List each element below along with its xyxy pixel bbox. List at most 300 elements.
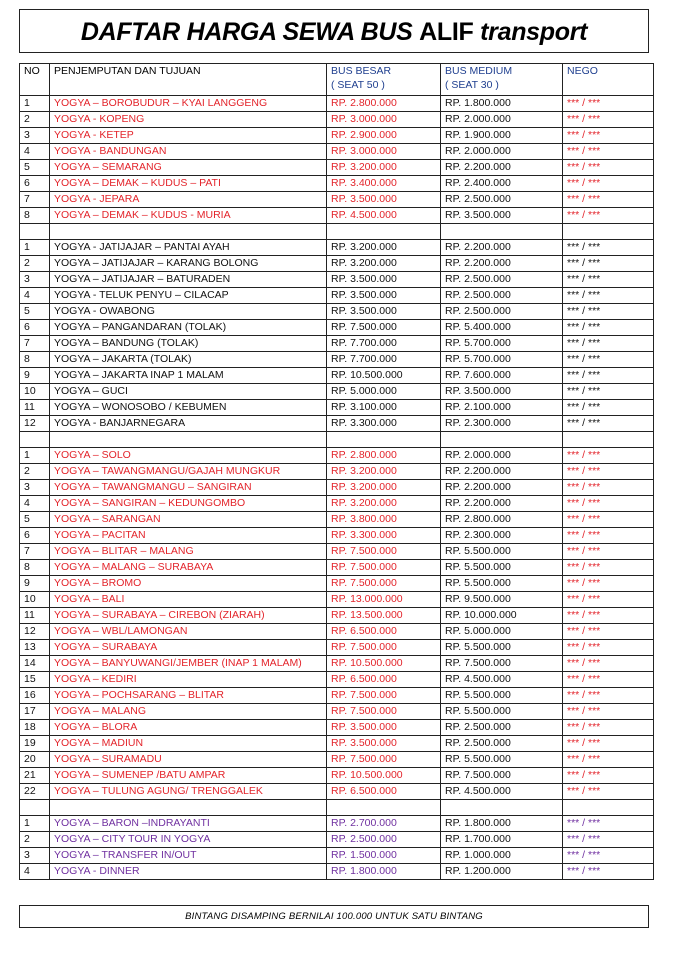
cell-bus-medium: RP. 5.500.000 [441, 704, 563, 720]
cell-nego: *** / *** [563, 464, 654, 480]
cell-route: YOGYA – SARANGAN [50, 512, 327, 528]
table-row [20, 624, 654, 640]
cell-no: 6 [20, 320, 50, 336]
cell-nego: *** / *** [563, 736, 654, 752]
cell-nego: *** / *** [563, 608, 654, 624]
cell-no: 5 [20, 512, 50, 528]
cell-no: 1 [20, 448, 50, 464]
price-table-body [20, 64, 654, 880]
cell-route: YOGYA – POCHSARANG – BLITAR [50, 688, 327, 704]
header-medium-line2: ( SEAT 30 ) [445, 78, 499, 91]
cell-no: 4 [20, 496, 50, 512]
cell-bus-medium: RP. 2.500.000 [441, 736, 563, 752]
cell-nego: *** / *** [563, 448, 654, 464]
cell-bus-medium: RP. 10.000.000 [441, 608, 563, 624]
table-row [20, 640, 654, 656]
cell-bus-besar: RP. 3.500.000 [327, 192, 441, 208]
table-row [20, 240, 654, 256]
blank-cell [327, 432, 441, 448]
cell-no: 9 [20, 368, 50, 384]
header-bus-besar [327, 64, 441, 96]
cell-no: 12 [20, 416, 50, 432]
header-medium-line1: BUS MEDIUM [445, 65, 513, 77]
cell-no: 4 [20, 288, 50, 304]
cell-no: 6 [20, 528, 50, 544]
table-row [20, 96, 654, 112]
cell-route: YOGYA – PACITAN [50, 528, 327, 544]
blank-cell [20, 224, 50, 240]
cell-route: YOGYA – JATIJAJAR – BATURADEN [50, 272, 327, 288]
cell-bus-besar: RP. 6.500.000 [327, 784, 441, 800]
header-route [50, 64, 327, 96]
table-row [20, 144, 654, 160]
cell-route: YOGYA – JAKARTA INAP 1 MALAM [50, 368, 327, 384]
cell-route: YOGYA – BLITAR – MALANG [50, 544, 327, 560]
cell-route: YOGYA - JATIJAJAR – PANTAI AYAH [50, 240, 327, 256]
table-row [20, 576, 654, 592]
table-row [20, 688, 654, 704]
cell-bus-besar: RP. 3.800.000 [327, 512, 441, 528]
cell-nego: *** / *** [563, 336, 654, 352]
cell-bus-medium: RP. 2.300.000 [441, 416, 563, 432]
blank-separator-row [20, 800, 654, 816]
cell-bus-medium: RP. 2.300.000 [441, 528, 563, 544]
cell-no: 7 [20, 336, 50, 352]
cell-bus-medium: RP. 5.500.000 [441, 544, 563, 560]
table-row [20, 320, 654, 336]
cell-bus-besar: RP. 1.800.000 [327, 864, 441, 880]
cell-bus-medium: RP. 9.500.000 [441, 592, 563, 608]
table-row [20, 208, 654, 224]
table-row [20, 352, 654, 368]
cell-no: 2 [20, 256, 50, 272]
cell-route: YOGYA – BOROBUDUR – KYAI LANGGENG [50, 96, 327, 112]
cell-no: 8 [20, 208, 50, 224]
cell-route: YOGYA – SURAMADU [50, 752, 327, 768]
table-row [20, 704, 654, 720]
blank-cell [20, 432, 50, 448]
cell-bus-besar: RP. 3.200.000 [327, 256, 441, 272]
cell-nego: *** / *** [563, 816, 654, 832]
cell-nego: *** / *** [563, 496, 654, 512]
cell-nego: *** / *** [563, 384, 654, 400]
table-row [20, 752, 654, 768]
cell-nego: *** / *** [563, 240, 654, 256]
title-box [19, 9, 649, 53]
blank-separator-row [20, 224, 654, 240]
cell-bus-medium: RP. 5.700.000 [441, 352, 563, 368]
cell-bus-medium: RP. 5.500.000 [441, 560, 563, 576]
cell-route: YOGYA - BANJARNEGARA [50, 416, 327, 432]
cell-bus-medium: RP. 5.000.000 [441, 624, 563, 640]
header-no-label: NO [24, 65, 40, 77]
cell-route: YOGYA – TAWANGMANGU – SANGIRAN [50, 480, 327, 496]
cell-route: YOGYA - OWABONG [50, 304, 327, 320]
cell-no: 21 [20, 768, 50, 784]
cell-no: 18 [20, 720, 50, 736]
cell-bus-medium: RP. 2.500.000 [441, 192, 563, 208]
cell-nego: *** / *** [563, 848, 654, 864]
cell-nego: *** / *** [563, 128, 654, 144]
cell-route: YOGYA – MALANG [50, 704, 327, 720]
cell-no: 3 [20, 128, 50, 144]
cell-nego: *** / *** [563, 752, 654, 768]
cell-no: 19 [20, 736, 50, 752]
cell-bus-medium: RP. 2.200.000 [441, 160, 563, 176]
cell-route: YOGYA – WONOSOBO / KEBUMEN [50, 400, 327, 416]
cell-no: 4 [20, 144, 50, 160]
cell-route: YOGYA – JATIJAJAR – KARANG BOLONG [50, 256, 327, 272]
cell-route: YOGYA – BLORA [50, 720, 327, 736]
cell-bus-besar: RP. 3.500.000 [327, 720, 441, 736]
cell-bus-medium: RP. 5.500.000 [441, 688, 563, 704]
cell-bus-besar: RP. 3.200.000 [327, 240, 441, 256]
cell-no: 8 [20, 560, 50, 576]
cell-route: YOGYA – BANYUWANGI/JEMBER (INAP 1 MALAM) [50, 656, 327, 672]
blank-cell [327, 224, 441, 240]
table-row [20, 192, 654, 208]
cell-bus-medium: RP. 5.400.000 [441, 320, 563, 336]
cell-bus-besar: RP. 2.700.000 [327, 816, 441, 832]
cell-nego: *** / *** [563, 160, 654, 176]
cell-no: 17 [20, 704, 50, 720]
table-row [20, 656, 654, 672]
header-no [20, 64, 50, 96]
cell-bus-medium: RP. 5.500.000 [441, 752, 563, 768]
cell-bus-medium: RP. 2.000.000 [441, 144, 563, 160]
cell-bus-besar: RP. 13.500.000 [327, 608, 441, 624]
cell-nego: *** / *** [563, 208, 654, 224]
table-row [20, 336, 654, 352]
cell-route: YOGYA – JAKARTA (TOLAK) [50, 352, 327, 368]
cell-bus-medium: RP. 5.500.000 [441, 576, 563, 592]
cell-nego: *** / *** [563, 176, 654, 192]
header-bus-medium [441, 64, 563, 96]
cell-no: 2 [20, 832, 50, 848]
cell-nego: *** / *** [563, 320, 654, 336]
cell-route: YOGYA - KETEP [50, 128, 327, 144]
cell-bus-besar: RP. 5.000.000 [327, 384, 441, 400]
cell-route: YOGYA – PANGANDARAN (TOLAK) [50, 320, 327, 336]
title-brand: ALIF [419, 18, 474, 46]
header-big-line1: BUS BESAR [331, 65, 392, 77]
cell-route: YOGYA – KEDIRI [50, 672, 327, 688]
cell-bus-besar: RP. 6.500.000 [327, 624, 441, 640]
cell-nego: *** / *** [563, 832, 654, 848]
header-big-line2: ( SEAT 50 ) [331, 78, 385, 91]
cell-no: 16 [20, 688, 50, 704]
cell-bus-besar: RP. 4.500.000 [327, 208, 441, 224]
table-row [20, 768, 654, 784]
blank-cell [50, 224, 327, 240]
cell-no: 11 [20, 400, 50, 416]
cell-route: YOGYA – SANGIRAN – KEDUNGOMBO [50, 496, 327, 512]
cell-no: 7 [20, 544, 50, 560]
table-row [20, 416, 654, 432]
cell-no: 3 [20, 480, 50, 496]
table-row [20, 288, 654, 304]
cell-nego: *** / *** [563, 272, 654, 288]
cell-route: YOGYA – SOLO [50, 448, 327, 464]
cell-nego: *** / *** [563, 144, 654, 160]
cell-no: 10 [20, 384, 50, 400]
cell-bus-medium: RP. 7.500.000 [441, 656, 563, 672]
blank-cell [327, 800, 441, 816]
cell-bus-medium: RP. 4.500.000 [441, 672, 563, 688]
cell-bus-medium: RP. 2.000.000 [441, 112, 563, 128]
cell-bus-besar: RP. 3.200.000 [327, 480, 441, 496]
cell-no: 14 [20, 656, 50, 672]
table-row [20, 272, 654, 288]
table-row [20, 464, 654, 480]
table-row [20, 672, 654, 688]
table-row [20, 256, 654, 272]
cell-bus-besar: RP. 3.300.000 [327, 416, 441, 432]
cell-nego: *** / *** [563, 672, 654, 688]
cell-nego: *** / *** [563, 560, 654, 576]
cell-route: YOGYA - DINNER [50, 864, 327, 880]
cell-bus-besar: RP. 13.000.000 [327, 592, 441, 608]
table-row [20, 400, 654, 416]
cell-bus-besar: RP. 3.200.000 [327, 160, 441, 176]
blank-separator-row [20, 432, 654, 448]
cell-no: 6 [20, 176, 50, 192]
header-nego [563, 64, 654, 96]
cell-no: 22 [20, 784, 50, 800]
cell-route: YOGYA – MADIUN [50, 736, 327, 752]
cell-no: 5 [20, 160, 50, 176]
price-table [19, 63, 654, 880]
cell-no: 8 [20, 352, 50, 368]
cell-bus-medium: RP. 2.100.000 [441, 400, 563, 416]
cell-bus-medium: RP. 1.700.000 [441, 832, 563, 848]
cell-no: 2 [20, 464, 50, 480]
cell-nego: *** / *** [563, 544, 654, 560]
cell-bus-medium: RP. 1.800.000 [441, 96, 563, 112]
table-row [20, 816, 654, 832]
cell-bus-medium: RP. 2.200.000 [441, 464, 563, 480]
cell-route: YOGYA – SEMARANG [50, 160, 327, 176]
table-row [20, 384, 654, 400]
cell-bus-besar: RP. 10.500.000 [327, 368, 441, 384]
table-row [20, 528, 654, 544]
cell-bus-besar: RP. 7.500.000 [327, 320, 441, 336]
cell-nego: *** / *** [563, 416, 654, 432]
cell-no: 3 [20, 848, 50, 864]
cell-route: YOGYA - KOPENG [50, 112, 327, 128]
cell-nego: *** / *** [563, 288, 654, 304]
cell-bus-besar: RP. 3.500.000 [327, 288, 441, 304]
cell-route: YOGYA - TELUK PENYU – CILACAP [50, 288, 327, 304]
cell-route: YOGYA – SURABAYA [50, 640, 327, 656]
cell-bus-besar: RP. 2.800.000 [327, 96, 441, 112]
blank-cell [20, 800, 50, 816]
cell-no: 13 [20, 640, 50, 656]
cell-no: 4 [20, 864, 50, 880]
blank-cell [50, 800, 327, 816]
table-header-row [20, 64, 654, 96]
cell-bus-medium: RP. 5.700.000 [441, 336, 563, 352]
table-row [20, 832, 654, 848]
cell-bus-besar: RP. 3.000.000 [327, 112, 441, 128]
cell-nego: *** / *** [563, 640, 654, 656]
cell-bus-besar: RP. 3.500.000 [327, 272, 441, 288]
cell-nego: *** / *** [563, 768, 654, 784]
cell-route: YOGYA – CITY TOUR IN YOGYA [50, 832, 327, 848]
cell-bus-medium: RP. 2.500.000 [441, 304, 563, 320]
cell-bus-besar: RP. 10.500.000 [327, 768, 441, 784]
cell-bus-medium: RP. 2.200.000 [441, 480, 563, 496]
cell-bus-besar: RP. 7.500.000 [327, 704, 441, 720]
cell-route: YOGYA - JEPARA [50, 192, 327, 208]
table-row [20, 848, 654, 864]
cell-route: YOGYA – SURABAYA – CIREBON (ZIARAH) [50, 608, 327, 624]
blank-cell [441, 800, 563, 816]
cell-bus-medium: RP. 2.500.000 [441, 288, 563, 304]
table-row [20, 480, 654, 496]
cell-no: 12 [20, 624, 50, 640]
cell-no: 2 [20, 112, 50, 128]
cell-nego: *** / *** [563, 720, 654, 736]
cell-bus-besar: RP. 3.300.000 [327, 528, 441, 544]
cell-nego: *** / *** [563, 784, 654, 800]
cell-bus-medium: RP. 2.400.000 [441, 176, 563, 192]
header-nego-label: NEGO [567, 65, 598, 77]
cell-bus-besar: RP. 7.500.000 [327, 560, 441, 576]
table-row [20, 128, 654, 144]
cell-route: YOGYA – TULUNG AGUNG/ TRENGGALEK [50, 784, 327, 800]
table-row [20, 448, 654, 464]
cell-route: YOGYA – SUMENEP /BATU AMPAR [50, 768, 327, 784]
cell-no: 3 [20, 272, 50, 288]
footer-note: BINTANG DISAMPING BERNILAI 100.000 UNTUK SATU BINTANG [185, 911, 483, 922]
cell-bus-besar: RP. 7.500.000 [327, 688, 441, 704]
blank-cell [563, 224, 654, 240]
cell-nego: *** / *** [563, 624, 654, 640]
cell-bus-medium: RP. 2.200.000 [441, 496, 563, 512]
cell-bus-besar: RP. 6.500.000 [327, 672, 441, 688]
cell-nego: *** / *** [563, 368, 654, 384]
header-route-label: PENJEMPUTAN DAN TUJUAN [54, 65, 201, 77]
cell-nego: *** / *** [563, 576, 654, 592]
cell-bus-besar: RP. 2.800.000 [327, 448, 441, 464]
cell-nego: *** / *** [563, 656, 654, 672]
cell-no: 1 [20, 816, 50, 832]
cell-bus-besar: RP. 10.500.000 [327, 656, 441, 672]
cell-bus-medium: RP. 3.500.000 [441, 208, 563, 224]
cell-route: YOGYA – BALI [50, 592, 327, 608]
cell-nego: *** / *** [563, 96, 654, 112]
cell-bus-medium: RP. 1.900.000 [441, 128, 563, 144]
cell-nego: *** / *** [563, 480, 654, 496]
cell-bus-besar: RP. 3.500.000 [327, 736, 441, 752]
cell-route: YOGYA – BROMO [50, 576, 327, 592]
cell-no: 1 [20, 96, 50, 112]
cell-route: YOGYA – DEMAK – KUDUS - MURIA [50, 208, 327, 224]
table-row [20, 304, 654, 320]
cell-bus-besar: RP. 3.000.000 [327, 144, 441, 160]
cell-nego: *** / *** [563, 192, 654, 208]
cell-bus-medium: RP. 2.500.000 [441, 272, 563, 288]
cell-bus-besar: RP. 7.500.000 [327, 576, 441, 592]
table-row [20, 560, 654, 576]
table-row [20, 720, 654, 736]
blank-cell [563, 432, 654, 448]
cell-bus-medium: RP. 7.500.000 [441, 768, 563, 784]
cell-route: YOGYA – GUCI [50, 384, 327, 400]
table-row [20, 736, 654, 752]
blank-cell [441, 224, 563, 240]
cell-bus-medium: RP. 1.200.000 [441, 864, 563, 880]
blank-cell [50, 432, 327, 448]
cell-nego: *** / *** [563, 528, 654, 544]
cell-bus-medium: RP. 2.800.000 [441, 512, 563, 528]
table-row [20, 608, 654, 624]
cell-bus-medium: RP. 2.200.000 [441, 256, 563, 272]
cell-nego: *** / *** [563, 112, 654, 128]
cell-route: YOGYA – TAWANGMANGU/GAJAH MUNGKUR [50, 464, 327, 480]
cell-no: 1 [20, 240, 50, 256]
table-row [20, 176, 654, 192]
table-row [20, 864, 654, 880]
cell-no: 9 [20, 576, 50, 592]
page-title [20, 10, 648, 54]
cell-bus-besar: RP. 1.500.000 [327, 848, 441, 864]
cell-nego: *** / *** [563, 512, 654, 528]
cell-bus-besar: RP. 7.500.000 [327, 640, 441, 656]
cell-bus-besar: RP. 7.500.000 [327, 544, 441, 560]
cell-bus-besar: RP. 3.200.000 [327, 464, 441, 480]
cell-route: YOGYA - BANDUNGAN [50, 144, 327, 160]
cell-nego: *** / *** [563, 704, 654, 720]
table-row [20, 160, 654, 176]
title-main: DAFTAR HARGA SEWA BUS [80, 18, 413, 46]
table-row [20, 512, 654, 528]
cell-nego: *** / *** [563, 864, 654, 880]
cell-bus-besar: RP. 2.500.000 [327, 832, 441, 848]
cell-no: 20 [20, 752, 50, 768]
title-suffix: transport [480, 18, 588, 46]
cell-nego: *** / *** [563, 256, 654, 272]
cell-no: 5 [20, 304, 50, 320]
cell-route: YOGYA – BARON –INDRAYANTI [50, 816, 327, 832]
cell-bus-medium: RP. 7.600.000 [441, 368, 563, 384]
table-row [20, 368, 654, 384]
table-row [20, 544, 654, 560]
cell-route: YOGYA – TRANSFER IN/OUT [50, 848, 327, 864]
cell-bus-besar: RP. 3.100.000 [327, 400, 441, 416]
cell-route: YOGYA – DEMAK – KUDUS – PATI [50, 176, 327, 192]
cell-bus-besar: RP. 3.200.000 [327, 496, 441, 512]
cell-bus-medium: RP. 2.000.000 [441, 448, 563, 464]
cell-no: 10 [20, 592, 50, 608]
table-row [20, 592, 654, 608]
cell-route: YOGYA – MALANG – SURABAYA [50, 560, 327, 576]
table-row [20, 496, 654, 512]
table-row [20, 112, 654, 128]
cell-nego: *** / *** [563, 688, 654, 704]
footer-box [19, 905, 649, 928]
cell-bus-besar: RP. 3.500.000 [327, 304, 441, 320]
cell-route: YOGYA – WBL/LAMONGAN [50, 624, 327, 640]
cell-bus-medium: RP. 3.500.000 [441, 384, 563, 400]
cell-bus-medium: RP. 2.200.000 [441, 240, 563, 256]
cell-no: 7 [20, 192, 50, 208]
cell-nego: *** / *** [563, 304, 654, 320]
cell-bus-medium: RP. 1.800.000 [441, 816, 563, 832]
blank-cell [563, 800, 654, 816]
cell-nego: *** / *** [563, 400, 654, 416]
